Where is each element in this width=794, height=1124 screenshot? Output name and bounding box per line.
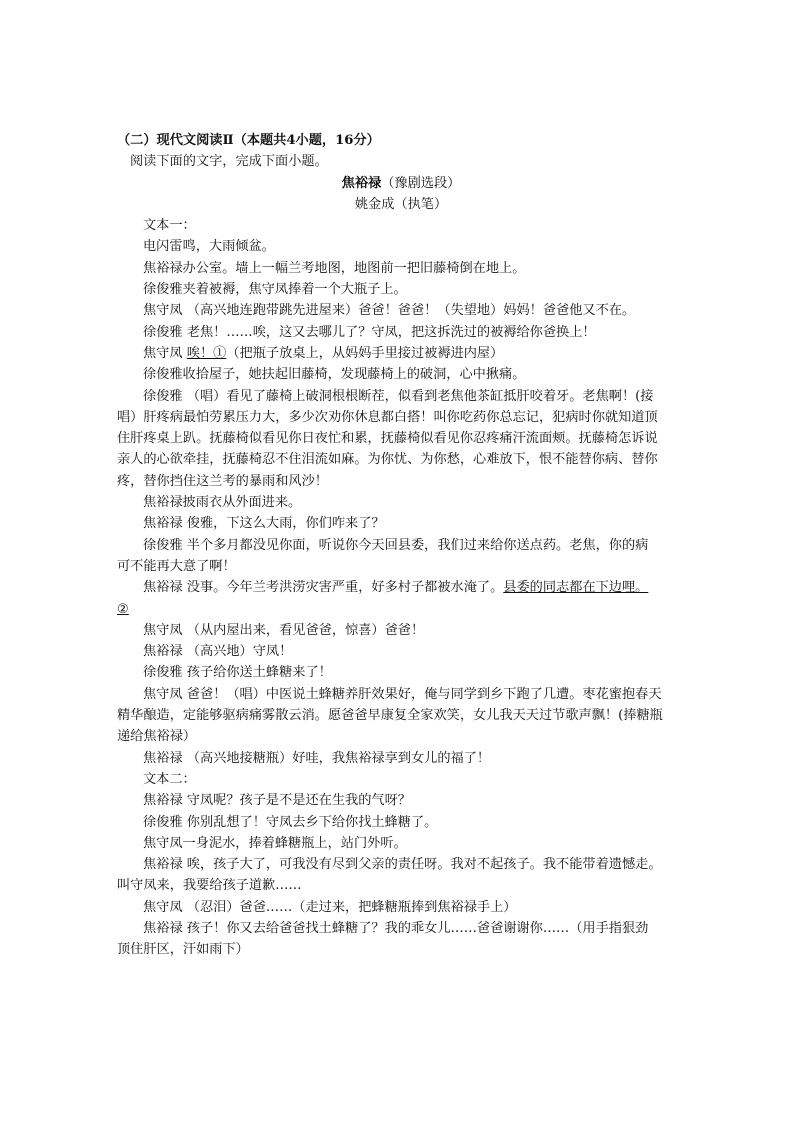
text2-label: 文本二： [143,771,196,787]
script-line: 焦裕禄 （高兴地接糖瓶）好哇，我焦裕禄享到女儿的福了！ [143,750,491,766]
play-title-line [117,173,685,194]
script-line: 疼，替你挡住这兰考的暴雨和风沙！ [117,473,328,489]
script-line: 徐俊雅 孩子给你送土蜂糖来了！ [143,665,332,681]
script-line: 焦裕禄 俊雅，下这么大雨，你们咋来了？ [143,516,385,532]
play-title: 焦裕禄 [341,175,382,191]
section-heading: （二）现代文阅读Ⅱ（本题共4小题，16分） [117,133,380,148]
script-line: 徐俊雅夹着被褥，焦守凤捧着一个大瓶子上。 [143,282,407,298]
script-line: 精华酿造，定能够驱病痛雾散云消。愿爸爸早康复全家欢笑，女儿我天天过节歌声飘！(捧糖瓶 [117,708,663,724]
circled-number-2: ② [117,601,129,617]
script-line: 焦裕禄 唉，孩子大了，可我没有尽到父亲的责任呀。我对不起孩子。我不能带着遗憾走。 [143,857,662,873]
script-line: 顶住肝区，汗如雨下） [117,942,249,958]
play-subtitle: （豫剧选段） [381,175,461,191]
speaker: 焦守凤 [143,345,187,361]
underlined-blank-1: 唉！① [186,345,227,361]
script-line: 唱）肝疼病最怕劳累压力大，多少次劝你休息都白搭！叫你吃药你总忘记，犯病时你就知道顶 [117,409,658,425]
script-line: 电闪雷鸣，大雨倾盆。 [143,239,275,255]
script-line: 焦裕禄办公室。墙上一幅兰考地图，地图前一把旧藤椅倒在地上。 [143,260,526,276]
script-line: 焦裕禄披雨衣从外面进来。 [143,495,302,511]
script-line: 焦守凤一身泥水，捧着蜂糖瓶上，站门外听。 [143,835,407,851]
script-line [117,599,685,620]
document-body [117,130,685,961]
script-line: 递给焦裕禄） [117,729,197,745]
instruction: 阅读下面的文字，完成下面小题。 [130,154,328,170]
text1-label: 文本一： [143,218,196,234]
script-line: 焦守凤 爸爸！（唱）中医说土蜂糖养肝效果好，俺与同学到乡下跑了几遭。枣花蜜抱春天 [143,686,662,702]
script-line: 徐俊雅 你别乱想了！守凤去乡下给你找土蜂糖了。 [143,814,438,830]
script-line [117,577,685,598]
script-line: 焦守凤 （从内屋出来，看见爸爸，惊喜）爸爸！ [143,622,425,638]
script-line: 焦裕禄 孩子！你又去给爸爸找土蜂糖了？我的乖女儿……爸爸谢谢你……（用手指狠劲 [143,920,649,936]
script-line: 焦守凤 （高兴地连跑带跳先进屋来）爸爸！爸爸！（失望地）妈妈！爸爸他又不在。 [143,303,636,319]
script-line: 亲人的心欲牵挂，抚藤椅忍不住泪流如麻。为你忧、为你愁，心难放下，恨不能替你病、替你 [117,452,658,468]
script-line: 徐俊雅 老焦！……唉，这又去哪儿了？守凤，把这拆洗过的被褥给你爸换上！ [143,324,596,340]
underlined-sentence-2: 县委的同志都在下边哩。 [503,580,649,596]
script-line: 徐俊雅 （唱）看见了藤椅上破洞根根断茬，似看到老焦他茶缸抵肝咬着牙。老焦啊！(接 [143,388,654,404]
script-line: 可不能再大意了啊！ [117,558,236,574]
author: 姚金成（执笔） [354,196,448,212]
script-line: 徐俊雅 半个多月都没见你面，听说你今天回县委，我们过来给你送点药。老焦，你的病 [143,537,649,553]
script-line [117,343,685,364]
dialogue: 焦裕禄 没事。今年兰考洪涝灾害严重，好多村子都被水淹了。 [143,580,504,596]
stage-direction: （把瓶子放桌上，从妈妈手里接过被褥进内屋） [226,345,504,361]
script-line: 焦守凤 （忍泪）爸爸……（走过来，把蜂糖瓶捧到焦裕禄手上） [143,899,517,915]
script-line: 徐俊雅收拾屋子，她扶起旧藤椅，发现藤椅上的破洞，心中揪痛。 [143,367,526,383]
script-line: 焦裕禄 守凤呢？孩子是不是还在生我的气呀？ [143,793,411,809]
script-line: 住肝疼桌上趴。抚藤椅似看见你日夜忙和累，抚藤椅似看见你忍疼痛汗流面颊。抚藤椅怎诉说 [117,431,658,447]
script-line: 焦裕禄 （高兴地）守凤！ [143,644,293,660]
script-line: 叫守凤来，我要给孩子道歉…… [117,878,302,894]
